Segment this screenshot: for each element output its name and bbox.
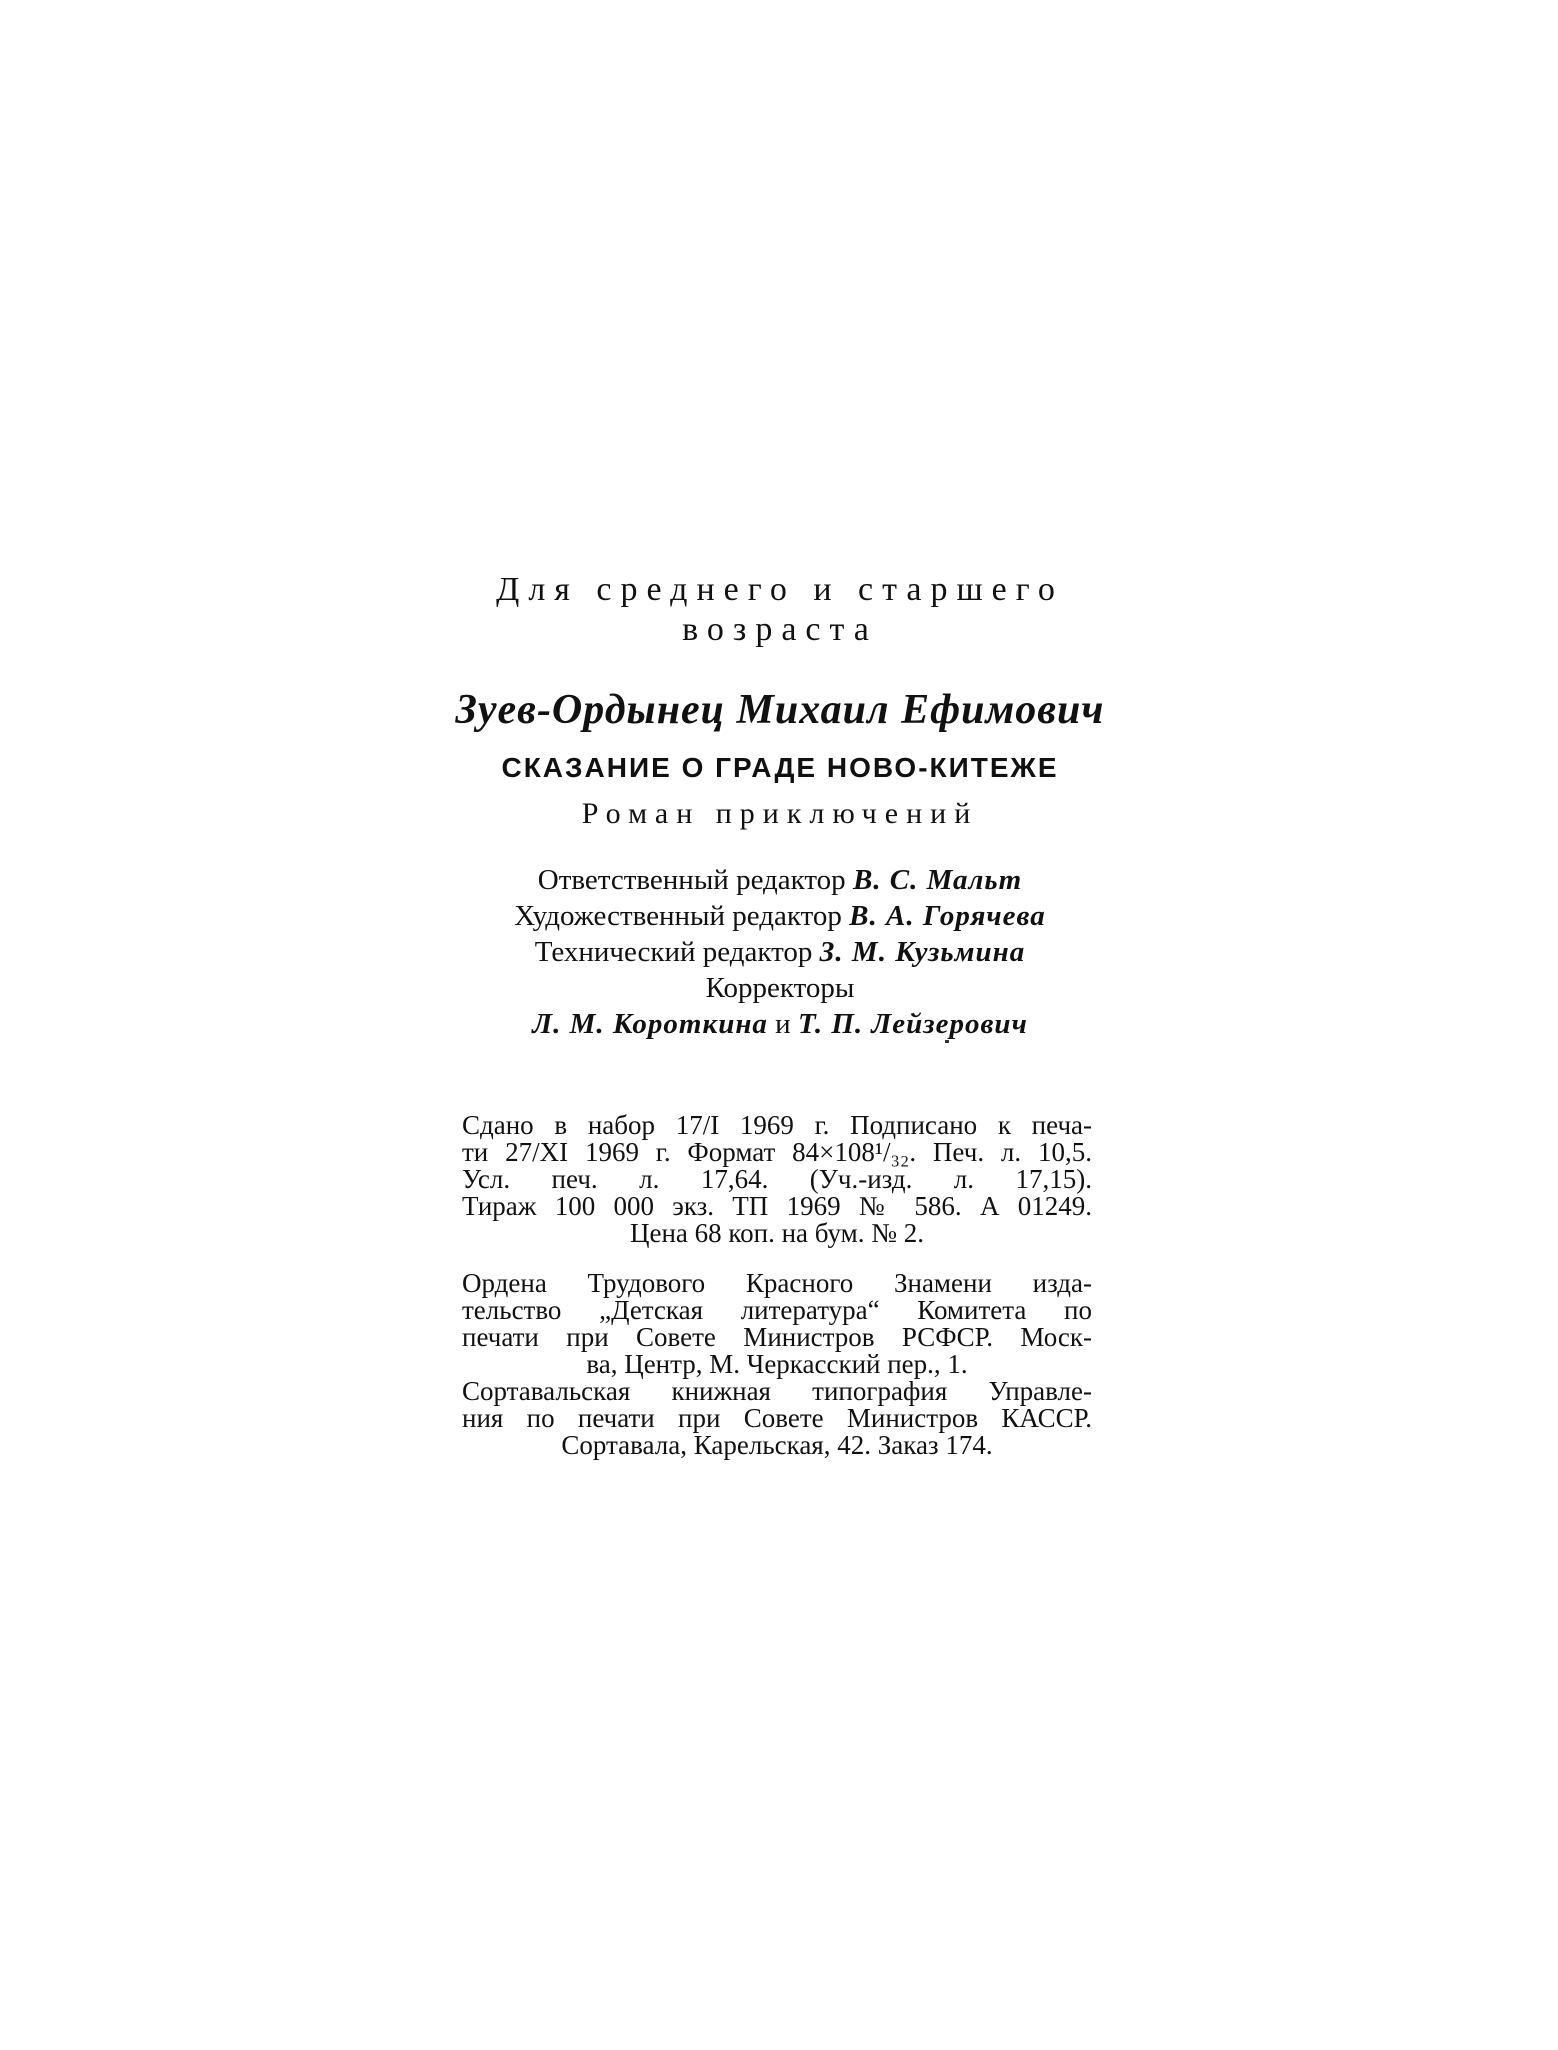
tech-editor — [360, 934, 1200, 970]
correctors — [360, 1006, 1200, 1042]
age-note — [400, 570, 1160, 650]
tech-editor-name: З. М. Кузьмина — [819, 936, 1026, 968]
book-title: СКАЗАНИЕ О ГРАДЕ НОВО-КИТЕЖЕ — [501, 752, 1059, 783]
age-note-line-1: Для среднего и старшего — [496, 571, 1064, 608]
print-data-line: ти 27/XI 1969 г. Формат 84×108¹/₃₂. Печ. л. 10,5. — [462, 1137, 1092, 1167]
corrector-1: Л. М. Короткина — [532, 1008, 768, 1040]
correctors-and: и — [775, 1008, 791, 1040]
tech-editor-label: Технический редактор — [534, 936, 813, 968]
printer-line: ния по печати при Совете Министров КАССР. — [462, 1403, 1092, 1433]
stray-dot — [945, 1040, 949, 1043]
print-data-line: Сдано в набор 17/I 1969 г. Подписано к печа- — [462, 1110, 1092, 1140]
publisher-line: печати при Совете Министров РСФСР. Моск- — [462, 1322, 1092, 1352]
publisher-line: ва, Центр, М. Черкасский пер., 1. — [586, 1349, 968, 1379]
responsible-editor-name: В. С. Мальт — [852, 864, 1023, 896]
publisher-paragraph — [462, 1270, 1092, 1378]
printer-line: Сортавальская книжная типография Управле- — [462, 1376, 1092, 1406]
print-data-line: Усл. печ. л. 17,64. (Уч.-изд. л. 17,15). — [462, 1164, 1092, 1194]
book-subtitle: Роман приключений — [581, 797, 979, 830]
print-data-paragraph — [462, 1112, 1092, 1247]
responsible-editor-label: Ответственный редактор — [537, 864, 846, 896]
art-editor-name: В. А. Горячева — [849, 900, 1046, 932]
printer-paragraph — [462, 1378, 1092, 1459]
author-name: Зуев-Ордынец Михаил Ефимович — [455, 687, 1105, 733]
publisher-line: тельство „Детская литература“ Комитета по — [462, 1295, 1092, 1325]
correctors-label: Корректоры — [705, 972, 855, 1004]
printer-line: Сортавала, Карельская, 42. Заказ 174. — [561, 1430, 993, 1460]
art-editor-label: Художественный редактор — [514, 900, 842, 932]
age-note-line-2: возраста — [682, 611, 878, 648]
print-data-line: Тираж 100 000 экз. ТП 1969 № 586. А 01249. — [462, 1191, 1092, 1221]
publisher-line: Ордена Трудового Красного Знамени изда- — [462, 1268, 1092, 1298]
print-data-line: Цена 68 коп. на бум. № 2. — [630, 1218, 924, 1248]
responsible-editor — [360, 862, 1200, 898]
corrector-2: Т. П. Лейзерович — [797, 1008, 1028, 1040]
art-editor — [360, 898, 1200, 934]
editors-block — [360, 862, 1200, 1042]
